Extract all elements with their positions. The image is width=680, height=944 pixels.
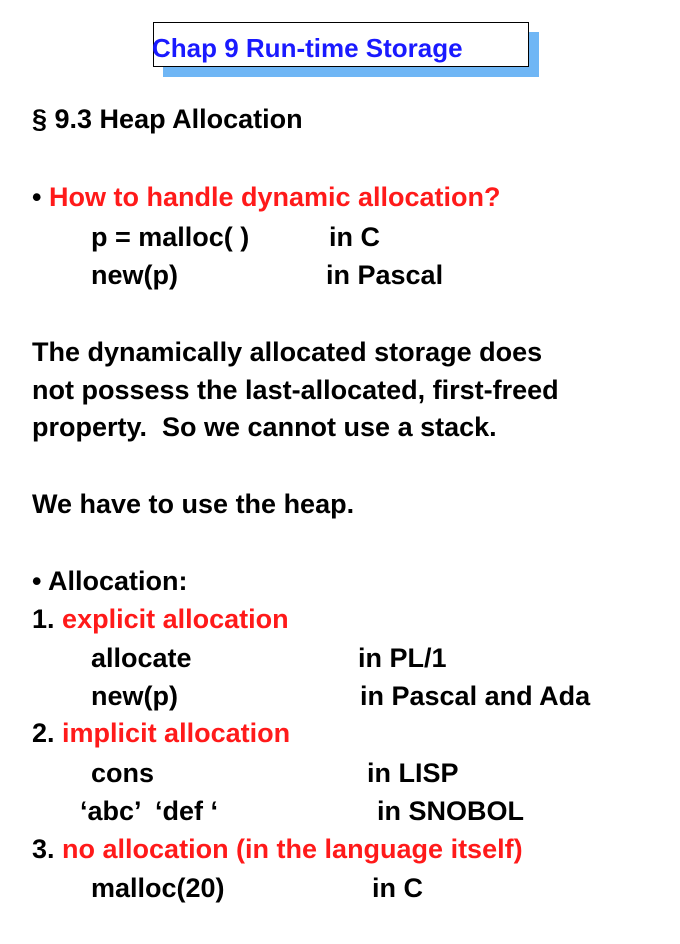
paragraph-line: property. So we cannot use a stack. <box>32 412 497 442</box>
item-heading <box>32 836 523 863</box>
item-lang: in C <box>372 873 423 903</box>
heap-sentence: We have to use the heap. <box>32 489 355 519</box>
item-label: explicit allocation <box>62 604 289 634</box>
title-text-shadow: Chap 9 Run-time Storage <box>152 33 463 63</box>
item-lang: in LISP <box>367 758 459 788</box>
example-lang: in C <box>329 222 380 252</box>
item-heading <box>32 606 289 633</box>
item-code: ‘abc’ ‘def ‘ <box>80 796 219 826</box>
item-code: cons <box>91 758 155 788</box>
allocation-heading <box>32 568 187 595</box>
question-line <box>32 184 501 211</box>
item-number: 2. <box>32 718 55 748</box>
bullet: • <box>32 182 42 212</box>
question-text: How to handle dynamic allocation? <box>48 182 501 212</box>
slide-title-frame <box>153 22 529 67</box>
bullet: • <box>32 566 42 596</box>
item-lang: in Pascal and Ada <box>360 681 591 711</box>
item-code: allocate <box>91 643 192 673</box>
allocation-heading-text: Allocation: <box>47 566 188 596</box>
item-label: implicit allocation <box>62 718 291 748</box>
paragraph-line: The dynamically allocated storage does <box>32 337 543 367</box>
title-box <box>153 22 529 67</box>
example-lang: in Pascal <box>326 260 444 290</box>
section-heading: § 9.3 Heap Allocation <box>32 104 303 134</box>
item-lang: in PL/1 <box>358 643 447 673</box>
item-lang: in SNOBOL <box>377 796 524 826</box>
item-number: 1. <box>32 604 55 634</box>
example-code: new(p) <box>91 260 178 290</box>
example-code: p = malloc( ) <box>91 222 250 252</box>
item-number: 3. <box>32 834 55 864</box>
item-code: malloc(20) <box>91 873 225 903</box>
item-label: no allocation (in the language itself) <box>62 834 523 864</box>
item-heading <box>32 720 290 747</box>
item-code: new(p) <box>91 681 178 711</box>
paragraph-line: not possess the last-allocated, first-freed <box>32 375 559 405</box>
